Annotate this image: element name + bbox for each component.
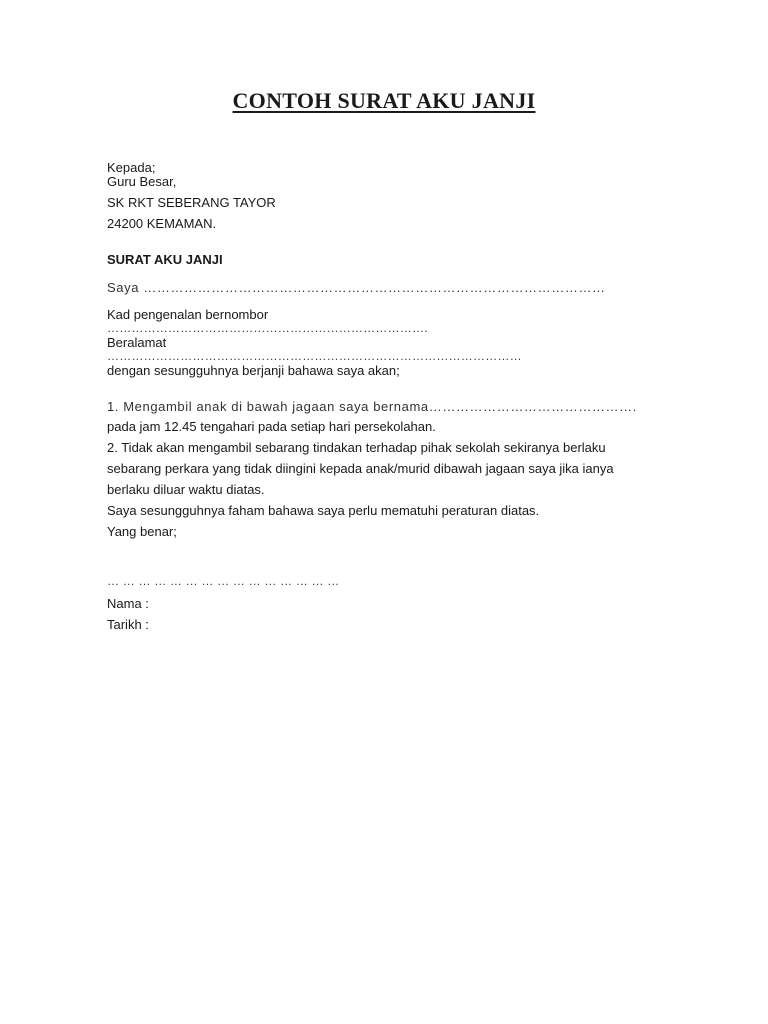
nama-label: Nama : [107, 596, 149, 611]
item-2-line-2: sebarang perkara yang tidak diingini kepada anak/murid dibawah jagaan saya jika ianya [107, 461, 614, 476]
address-label: Beralamat [107, 335, 167, 350]
item-2-line-3: berlaku diluar waktu diatas. [107, 482, 265, 497]
recipient-line-2: SK RKT SEBERANG TAYOR [107, 195, 276, 210]
item-2-line-1: 2. Tidak akan mengambil sebarang tindakan terhadap pihak sekolah sekiranya berlaku [107, 440, 606, 455]
item-1-line-1: 1. Mengambil anak di bawah jagaan saya bernama………………………………………. [107, 399, 637, 414]
yang-benar: Yang benar; [107, 524, 177, 539]
page-title-text: CONTOH SURAT AKU JANJI [232, 88, 536, 113]
tarikh-label: Tarikh : [107, 617, 149, 632]
recipient-line-3: 24200 KEMAMAN. [107, 216, 217, 231]
recipient-line-1: Guru Besar, [107, 174, 177, 189]
closing-statement: Saya sesungguhnya faham bahawa saya perlu mematuhi peraturan diatas. [107, 503, 540, 518]
signature-line: … … … … … … … … … … … … … … … [107, 574, 340, 588]
item-1-line-2: pada jam 12.45 tengahari pada setiap hari persekolahan. [107, 419, 436, 434]
address-dots: ………………………………………………………………………………………… [107, 349, 522, 363]
ic-dots: ……………………………………………………………………. [107, 321, 428, 335]
pledge-intro: dengan sesungguhnya berjanji bahawa saya akan; [107, 363, 400, 378]
saya-line: Saya ………………………………………………………………………………………… [107, 280, 606, 295]
page-title [0, 88, 768, 114]
recipient-kepada: Kepada; [107, 160, 156, 175]
letter-heading: SURAT AKU JANJI [107, 252, 223, 267]
ic-label: Kad pengenalan bernombor [107, 307, 269, 322]
